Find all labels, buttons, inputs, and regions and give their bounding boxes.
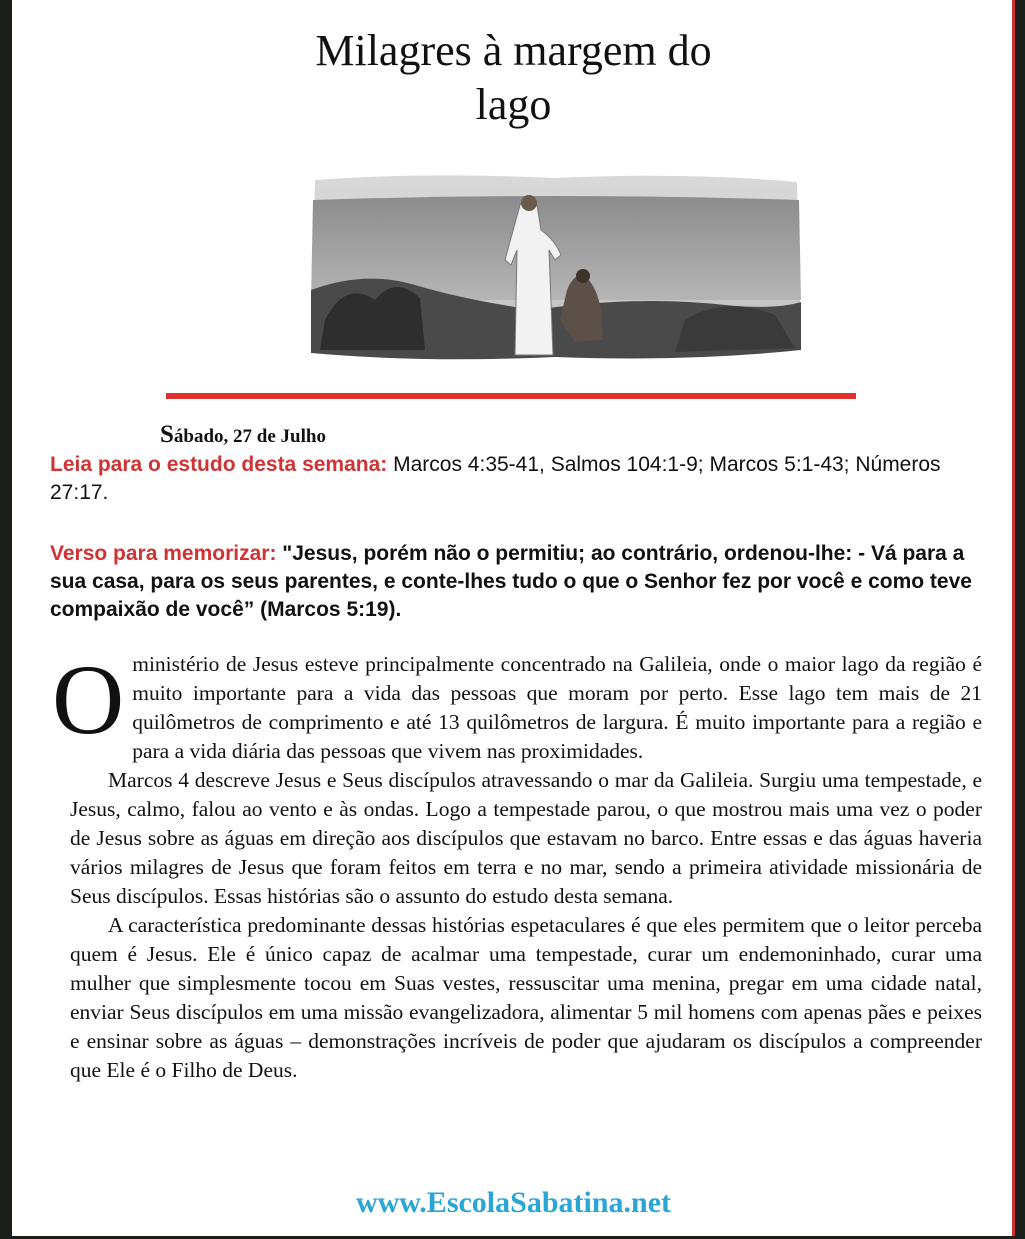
memory-verse (50, 540, 995, 624)
website-link[interactable]: www.EscolaSabatina.net (355, 1186, 672, 1219)
lesson-body (52, 644, 982, 1085)
page-title (12, 24, 1015, 132)
memory-label: Verso para memorizar: (50, 542, 277, 565)
lesson-date (160, 421, 326, 449)
weekly-reading (50, 451, 985, 507)
date-first-letter: S (160, 421, 174, 448)
body-paragraph-1-text: ministério de Jesus esteve principalmente concentrado na Galileia, onde o maior lago da região é muito importante para a vida das pessoas que moram por perto. Esse lago tem mais de 21 quilômetros de comprimento e até 13 quilômetros de largura. É muito importante para a região e para a vida diária das pessoas que vivem nas proximidades. (132, 652, 982, 763)
body-paragraph-1 (52, 644, 982, 766)
title-line-1: Milagres à margem do (315, 26, 712, 75)
body-paragraph-3: A característica predominante dessas histórias espetaculares é que eles permitem que o leitor perceba quem é Jesus. Ele é único capaz de acalmar uma tempestade, curar um endemoninhado, curar uma mulher que simplesmente tocou em Suas vestes, ressuscitar uma menina, pregar em uma cidade natal, enviar Seus discípulos em uma missão evangelizadora, alimentar 5 mil homens com apenas pães e peixes e ensinar sobre as águas – demonstrações incríveis de poder que ajudaram os discípulos a compreender que Ele é o Filho de Deus. (70, 913, 982, 1082)
title-line-2: lago (475, 80, 552, 129)
lake-illustration (305, 170, 805, 365)
date-text: ábado, 27 de Julho (173, 426, 326, 447)
drop-cap: O (52, 644, 125, 755)
red-divider (166, 393, 856, 399)
body-paragraph-2: Marcos 4 descreve Jesus e Seus discípulos atravessando o mar da Galileia. Surgiu uma tempestade, e Jesus, calmo, falou ao vento e às ondas. Logo a tempestade parou, o que mostrou mais uma vez o poder de Jesus sobre as águas em direção aos discípulos que estavam no barco. Entre essas e das águas haveria vários milagres de Jesus que foram feitos em terra e no mar, sendo a primeira atividade missionária de Seus discípulos. Essas histórias são o assunto do estudo desta semana. (70, 768, 982, 908)
reading-text: Marcos 4:35-41, Salmos 104:1-9; Marcos 5:1-43; Números 27:17. (50, 453, 941, 504)
lesson-page (12, 0, 1015, 1236)
reading-label: Leia para o estudo desta semana: (50, 453, 388, 476)
memory-text: "Jesus, porém não o permitiu; ao contrário, ordenou-lhe: - Vá para a sua casa, para os seus parentes, e conte-lhes tudo o que o Senhor fez por você e como teve compaixão de você” (Marcos 5:19). (50, 542, 972, 621)
